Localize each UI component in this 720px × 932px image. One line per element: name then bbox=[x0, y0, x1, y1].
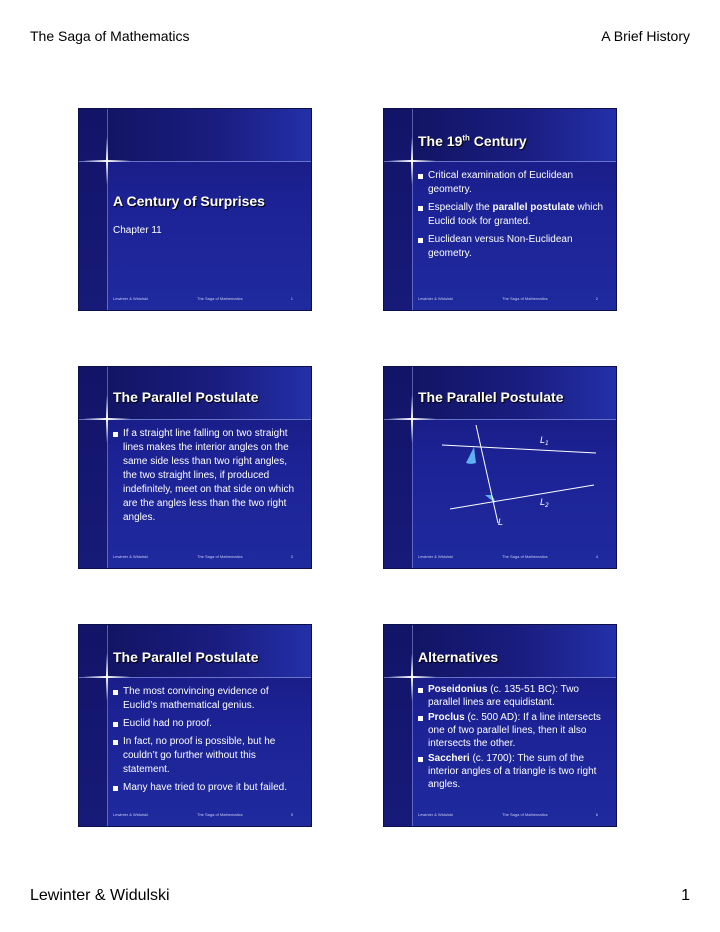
slide-title: The Parallel Postulate bbox=[418, 389, 564, 405]
slide-title: A Century of Surprises bbox=[113, 193, 265, 209]
page-number: 1 bbox=[681, 887, 690, 904]
slide-footer: Lewinter & Widulski The Saga of Mathematics 4 bbox=[418, 554, 598, 559]
bullet-list bbox=[418, 169, 604, 265]
bullet-list bbox=[113, 427, 299, 529]
parallel-postulate-diagram bbox=[414, 423, 614, 533]
slide-6 bbox=[383, 624, 617, 827]
slide-footer: Lewinter & Widulski The Saga of Mathematics 3 bbox=[113, 554, 293, 559]
slide-title: Alternatives bbox=[418, 649, 499, 665]
page-header-title: The Saga of Mathematics bbox=[30, 28, 190, 44]
label-l2: $L_2$ bbox=[540, 498, 549, 509]
line-l1 bbox=[442, 445, 596, 453]
page-header-subtitle: A Brief History bbox=[601, 28, 690, 44]
slide-footer: Lewinter & Widulski The Saga of Mathematics 1 bbox=[113, 296, 293, 301]
slide-4 bbox=[383, 366, 617, 569]
list-item: The most convincing evidence of Euclid’s mathematical genius. bbox=[113, 685, 299, 713]
bullet-list bbox=[113, 685, 299, 799]
list-item: Especially the parallel postulate which Euclid took for granted. bbox=[418, 201, 604, 229]
slide-footer: Lewinter & Widulski The Saga of Mathematics 6 bbox=[418, 812, 598, 817]
list-item: In fact, no proof is possible, but he couldn’t go further without this statement. bbox=[113, 735, 299, 777]
slide-3 bbox=[78, 366, 312, 569]
list-item: Proclus (c. 500 AD): If a line intersects one of two parallel lines, then it also intersects the other. bbox=[418, 711, 608, 750]
slide-title: The Parallel Postulate bbox=[113, 389, 259, 405]
list-item: If a straight line falling on two straight lines makes the interior angles on the same side less than two right angles, the two straight lines, if produced indefinitely, meet on that side on which are the angles less than the two right angles. bbox=[113, 427, 299, 525]
slide-footer: Lewinter & Widulski The Saga of Mathematics 5 bbox=[113, 812, 293, 817]
list-item: Critical examination of Euclidean geometry. bbox=[418, 169, 604, 197]
list-item: Saccheri (c. 1700): The sum of the interior angles of a triangle is two right angles. bbox=[418, 752, 608, 791]
list-item: Many have tried to prove it but failed. bbox=[113, 781, 299, 795]
sparkle-icon bbox=[83, 137, 131, 185]
slide-5 bbox=[78, 624, 312, 827]
list-item: Euclidean versus Non-Euclidean geometry. bbox=[418, 233, 604, 261]
slide-title: The 19th Century bbox=[418, 133, 527, 149]
slide-title: The Parallel Postulate bbox=[113, 649, 259, 665]
line-l2 bbox=[450, 485, 594, 509]
label-transversal: L bbox=[498, 518, 504, 528]
transversal-line bbox=[476, 425, 498, 523]
slide-1 bbox=[78, 108, 312, 311]
slide-subtitle: Chapter 11 bbox=[113, 225, 162, 236]
list-item: Poseidonius (c. 135-51 BC): Two parallel lines are equidistant. bbox=[418, 683, 608, 709]
slide-2 bbox=[383, 108, 617, 311]
label-l1: $L_1$ bbox=[540, 436, 549, 447]
slide-footer: Lewinter & Widulski The Saga of Mathematics 2 bbox=[418, 296, 598, 301]
bullet-list bbox=[418, 683, 608, 793]
page-footer-authors: Lewinter & Widulski bbox=[30, 887, 170, 904]
list-item: Euclid had no proof. bbox=[113, 717, 299, 731]
interior-angle-1 bbox=[466, 447, 476, 464]
